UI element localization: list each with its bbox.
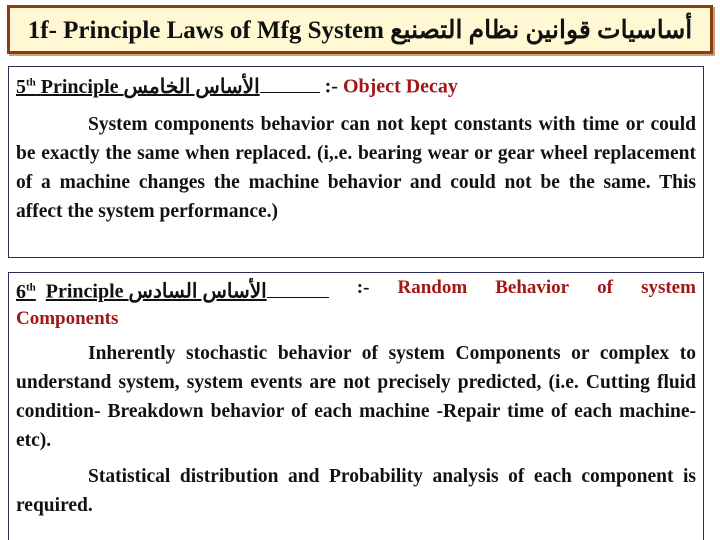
- principle-5-box: [8, 66, 704, 258]
- principle-6-label: Principle الأساس السادس: [45, 280, 267, 303]
- principle-6-body-2: Statistical distribution and Probability analysis of each component is required.: [16, 465, 696, 516]
- principle-5-suffix: th: [26, 76, 36, 88]
- principle-6-body-1: Inherently stochastic behavior of system Components or complex to understand system, system events are not precisely predicted, (i.e. Cutting fluid condition- Breakdown behavior of each machine -Repair time of each machine- etc).: [16, 342, 696, 451]
- principle-6-name-word: of: [597, 277, 613, 298]
- principle-6-num: 6: [16, 280, 26, 303]
- principle-6-separator: :-: [356, 277, 370, 298]
- slide-title: 1f- Principle Laws of Mfg System أساسيات قوانين نظام التصنيع: [7, 5, 713, 54]
- principle-5-label: Principle الأساس الخامس: [40, 75, 260, 98]
- principle-5-heading: [16, 67, 696, 102]
- principle-6-title: [16, 273, 329, 307]
- principle-6-number: [16, 281, 36, 303]
- principle-5-num: 5: [16, 75, 26, 98]
- principle-6-box: [8, 272, 704, 540]
- principle-6-heading: [16, 273, 696, 307]
- principle-5-number: [16, 76, 320, 98]
- principle-6-blank: [267, 297, 329, 298]
- principle-6-suffix: th: [26, 281, 36, 293]
- principle-5-name: Object Decay: [342, 75, 458, 98]
- principle-5-separator: :-: [324, 75, 338, 98]
- principle-6-name-word: Behavior: [495, 277, 570, 298]
- principle-6-name-cont: Components: [16, 307, 119, 329]
- principle-5-body: System components behavior can not kept constants with time or could be exactly the same when replaced. (i,.e. bearing wear or gear wheel replacement of a machine changes the machine behavior and could not be the same. This affect the system performance.): [16, 113, 696, 222]
- principle-6-name-word: system: [641, 277, 696, 298]
- principle-6-name-word: Random: [397, 277, 468, 298]
- principle-5-blank: [260, 92, 320, 93]
